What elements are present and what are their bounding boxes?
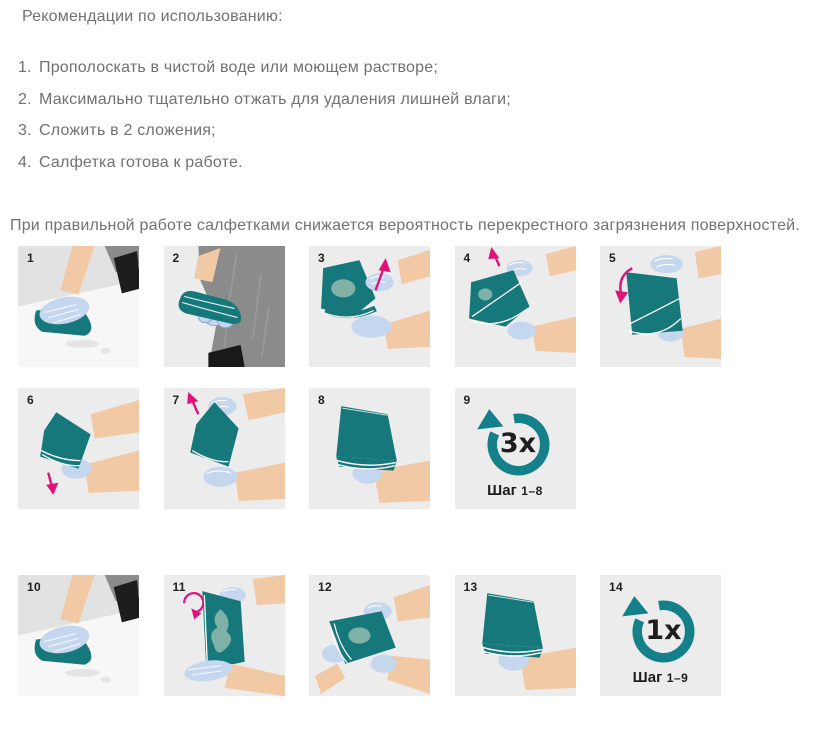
step-number: 7 [172,393,180,407]
step-number: 3 [318,251,325,265]
list-item-text: Прополоскать в чистой воде или моющем растворе; [39,59,438,76]
step-tile-3 [309,246,430,367]
step-tile-2 [164,246,285,367]
step-tile-1 [18,246,139,367]
step-tile-13 [455,575,576,696]
list-item [18,153,511,172]
fold-corner-illustration [455,246,576,367]
step-tile-10 [18,575,139,696]
step-range: 1–9 [666,671,689,685]
unfold-cloth-illustration [309,246,430,367]
step-tile-6 [18,388,139,509]
step-number: 5 [609,251,616,265]
step-number: 12 [318,580,332,594]
step-word: Шаг [487,482,517,499]
list-item-number: 1. [18,59,32,76]
step-range-caption [455,482,576,500]
step-number: 4 [463,251,471,265]
step-tile-7 [164,388,285,509]
hold-cloth-illustration [164,246,285,367]
folded-mitt-illustration [309,388,430,509]
list-item [18,121,511,140]
recommendations-list [18,58,511,184]
step-number: 11 [172,580,186,594]
list-item-number: 2. [18,90,32,108]
repeat-count: 1x [645,615,682,646]
step-tile-14 [600,575,721,696]
list-item-text: Салфетка готова к работе. [39,153,243,171]
flip-fold-illustration [600,246,721,367]
step-number: 10 [27,580,41,594]
intro-paragraph: При правильной работе салфетками снижается вероятность перекрестного загрязнения поверхностей. [10,217,800,234]
step-number: 9 [463,393,471,407]
list-item-text: Максимально тщательно отжать для удаления лишней влаги; [39,90,511,108]
step-tile-11 [164,575,285,696]
fold-down-illustration [18,388,139,509]
list-item [18,90,511,109]
step-number: 14 [609,580,623,594]
step-tile-12 [309,575,430,696]
step-tile-8 [309,388,430,509]
list-item-text: Сложить в 2 сложения; [39,122,216,139]
wipe-surface-illustration [18,246,139,367]
step-number: 1 [27,251,34,265]
repeat-count: 3x [499,428,537,459]
step-number: 2 [172,251,180,265]
steps-row-1 [18,246,721,367]
step-number: 8 [318,393,325,407]
step-range-caption [600,669,721,687]
step-tile-5 [600,246,721,367]
steps-row-2 [18,388,576,509]
step-tile-4 [455,246,576,367]
list-item-number: 3. [18,122,32,139]
step-number: 6 [27,393,34,407]
list-item-number: 4. [18,153,32,171]
step-number: 13 [463,580,478,594]
steps-row-3 [18,575,721,696]
lift-corner-illustration [164,388,285,509]
step-range: 1–8 [521,484,543,498]
step-tile-9 [455,388,576,509]
step-word: Шаг [632,669,663,686]
page-title: Рекомендации по использованию: [22,8,283,25]
list-item [18,58,511,77]
